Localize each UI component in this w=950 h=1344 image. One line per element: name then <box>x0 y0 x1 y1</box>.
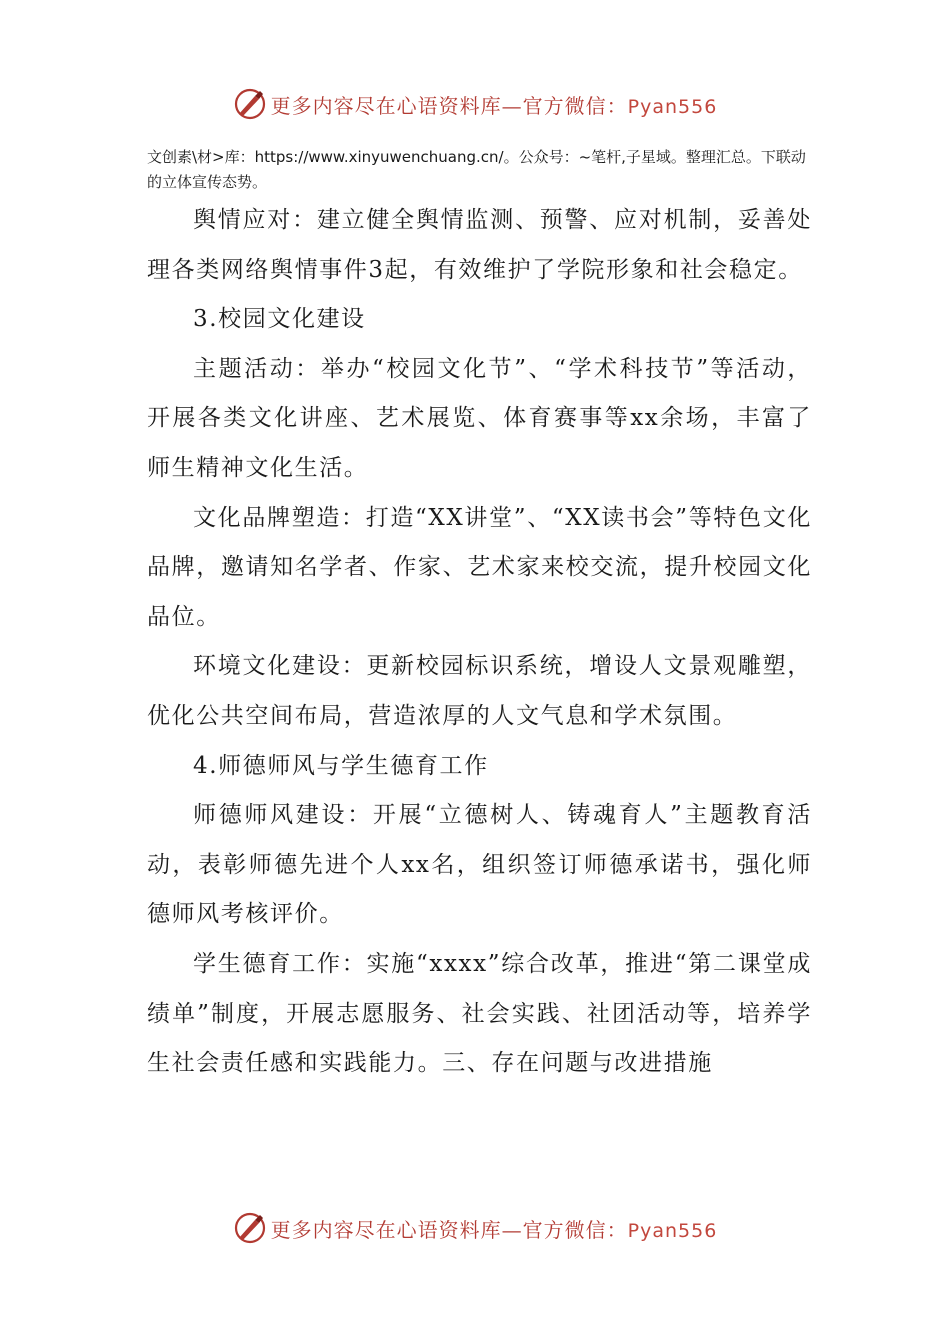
header-banner <box>0 84 950 124</box>
wechat-id: Pyan556 <box>627 95 718 118</box>
source-note: 文创素\材>库：https://www.xinyuwenchuang.cn/。公众号：~笔杆,子星域。整理汇总。下联动的立体宣传态势。 <box>147 148 806 191</box>
paragraph: 师德师风建设：开展“立德树人、铸魂育人”主题教育活动，表彰师德先进个人xx名，组织签订师德承诺书，强化师德师风考核评价。 <box>147 802 812 928</box>
paragraph: 文化品牌塑造：打造“XX讲堂”、“XX读书会”等特色文化品牌，邀请知名学者、作家、艺术家来校交流，提升校园文化品位。 <box>147 504 812 630</box>
paragraph: 学生德育工作：实施“xxxx”综合改革，推进“第二课堂成绩单”制度，开展志愿服务、社会实践、社团活动等，培养学生社会责任感和实践能力。三、存在问题与改进措施 <box>147 950 812 1077</box>
section-heading: 4.师德师风与学生德育工作 <box>193 752 489 779</box>
paragraph: 主题活动：举办“校园文化节”、“学术科技节”等活动，开展各类文化讲座、艺术展览、体育赛事等xx余场，丰富了师生精神文化生活。 <box>147 355 812 481</box>
wechat-id: Pyan556 <box>627 1219 718 1242</box>
footer-banner <box>0 1208 950 1248</box>
banner-text: 更多内容尽在心语资料库—官方微信：Pyan556 <box>270 1217 718 1242</box>
pen-logo-icon <box>233 1211 267 1245</box>
paragraph: 环境文化建设：更新校园标识系统，增设人文景观雕塑，优化公共空间布局，营造浓厚的人文气息和学术氛围。 <box>147 653 812 729</box>
pen-logo-icon <box>233 87 267 121</box>
section-heading: 3.校园文化建设 <box>193 306 366 333</box>
document-body <box>147 196 812 1089</box>
banner-text: 更多内容尽在心语资料库—官方微信：Pyan556 <box>270 93 718 118</box>
paragraph: 舆情应对：建立健全舆情监测、预警、应对机制，妥善处理各类网络舆情事件3起，有效维护了学院形象和社会稳定。 <box>147 207 812 283</box>
